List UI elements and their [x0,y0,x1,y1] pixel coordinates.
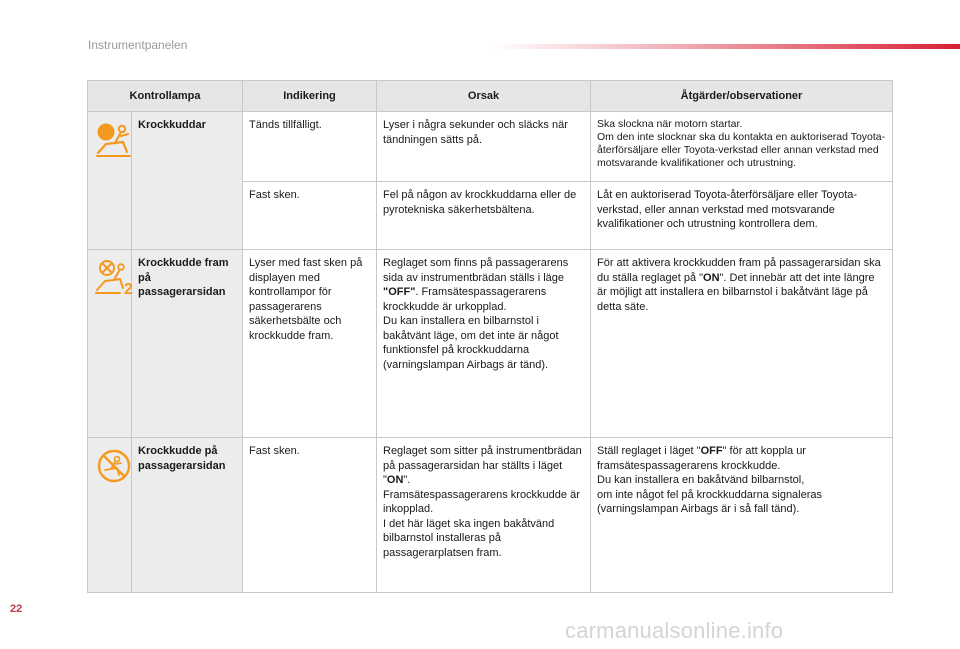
watermark: carmanualsonline.info [565,618,784,643]
cause-text: Framsätespassagerarens krockkudde är inkopplad. [383,488,580,515]
page-section-title: Instrumentpanelen [88,38,188,52]
passenger-airbag-on-icon [94,446,134,486]
table-row [88,250,893,438]
indication-cell: Lyser med fast sken på displayen med kontrollampor för passagerarens säkerhetsbälte och krockkudde fram. [243,250,377,438]
cause-text-part: Reglaget som sitter på instrumentbrädan på passagerarsidan har ställts i läget " [383,445,582,486]
passenger-airbag-off-icon [94,258,134,298]
action-cell [591,112,893,182]
action-text: om inte något fel på krockkuddarna signaleras (varningslampan Airbags är i så fall tänd). [597,488,823,515]
header-kontrollampa: Kontrollampa [88,81,243,112]
action-text [597,444,886,473]
indication-cell: Tänds tillfälligt. [243,112,377,182]
header-gradient-bar [490,44,960,49]
table-header-row [88,81,893,112]
cause-text-part: ". [403,474,411,486]
light-name: Krockkuddar [132,112,243,250]
cause-cell [377,438,591,593]
header-orsak: Orsak [377,81,591,112]
header-atgarder: Åtgärder/observationer [591,81,893,112]
cause-text-part: . Framsätespassagerarens krockkudde är urkopplad. [383,286,547,313]
warning-lights-table [87,80,893,593]
cause-text-part: Reglaget som finns på passagerarens sida av instrumentbrädan ställs i läge [383,257,569,284]
action-cell: Låt en auktoriserad Toyota-återförsäljare eller Toyota-verkstad, eller annan verkstad med motsvarande kvalifikationer och utrustning kontrollera dem. [591,182,893,250]
action-text: Du kan installera en bakåtvänd bilbarnstol, [597,474,805,486]
action-text-part: För att aktivera krockkudden fram på passagerarsidan ska du ställa reglaget på " [597,257,881,284]
cause-text: Du kan installera en bilbarnstol i bakåtvänt läge, om det inte är något funktionsfel på krockkuddarna (varningslampan Airbags är tänd). [383,315,559,371]
table-row [88,112,893,182]
action-text: Ska slockna när motorn startar. [597,118,743,130]
icon-cell [88,250,132,438]
action-text: Om den inte slocknar ska du kontakta en auktoriserad Toyota-återförsäljare eller Toyota-verkstad eller annan verkstad med motsvarande kvalifikationer och utrustning. [597,131,886,169]
cause-cell [377,250,591,438]
svg-text:2: 2 [124,281,133,298]
cause-text: I det här läget ska ingen bakåtvänd bilbarnstol installeras på passagerarplatsen fram. [383,517,555,559]
header-indikering: Indikering [243,81,377,112]
table-row [88,438,893,593]
action-text-bold: ON [703,271,720,284]
action-text-part: " för att koppla ur framsätespassagerarens krockkudde. [597,445,806,472]
cause-text [383,444,584,488]
page-number: 22 [10,603,23,615]
action-text [597,256,886,314]
light-name: Krockkudde på passagerarsidan [132,438,243,593]
indication-cell: Fast sken. [243,438,377,593]
light-name: Krockkudde fram på passagerarsidan [132,250,243,438]
cause-cell: Lyser i några sekunder och släcks när tändningen sätts på. [377,112,591,182]
indication-cell: Fast sken. [243,182,377,250]
icon-cell [88,112,132,250]
action-text-bold: OFF [700,445,723,457]
icon-cell [88,438,132,593]
cause-cell: Fel på någon av krockkuddarna eller de pyrotekniska säkerhetsbältena. [377,182,591,250]
airbag-warning-icon [94,120,134,160]
cause-text [383,256,584,314]
action-cell [591,250,893,438]
cause-text-bold: "OFF" [383,286,416,298]
cause-text-bold: ON [386,474,404,486]
action-text-part: ". Det innebär att det inte längre är möjligt att installera en bilbarnstol i bakåtvänt läge på detta säte. [597,271,875,313]
action-cell [591,438,893,593]
action-text-part: Ställ reglaget i läget " [597,445,701,457]
